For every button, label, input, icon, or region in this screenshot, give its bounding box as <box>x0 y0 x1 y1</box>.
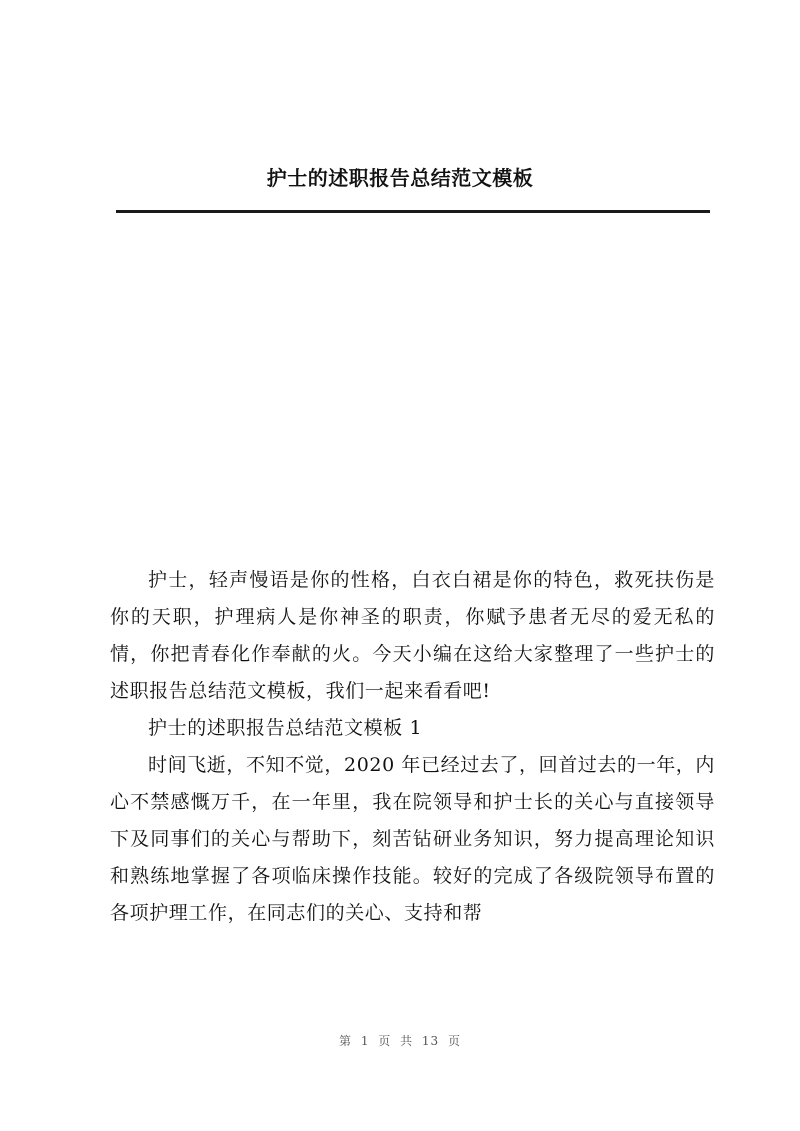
section-heading: 护士的述职报告总结范文模板 1 <box>148 717 423 739</box>
document-body <box>110 562 715 932</box>
intro-paragraph: 护士，轻声慢语是你的性格，白衣白裙是你的特色，救死扶伤是你的天职，护理病人是你神圣的职责，你赋予患者无尽的爱无私的情，你把青春化作奉献的火。今天小编在这给大家整理了一些护士的述职报告总结范文模板，我们一起来看看吧! <box>110 569 715 702</box>
title-divider <box>116 210 710 213</box>
page-number-footer: 第 1 页 共 13 页 <box>339 1034 461 1048</box>
page-title: 护士的述职报告总结范文模板 <box>266 166 534 190</box>
body-paragraph: 时间飞逝，不知不觉，2020 年已经过去了，回首过去的一年，内心不禁感慨万千，在一年里，我在院领导和护士长的关心与直接领导下及同事们的关心与帮助下，刻苦钻研业务知识，努力提高理论知识和熟练地掌握了各项临床操作技能。较好的完成了各级院领导布置的各项护理工作，在同志们的关心、支持和帮 <box>110 754 715 924</box>
